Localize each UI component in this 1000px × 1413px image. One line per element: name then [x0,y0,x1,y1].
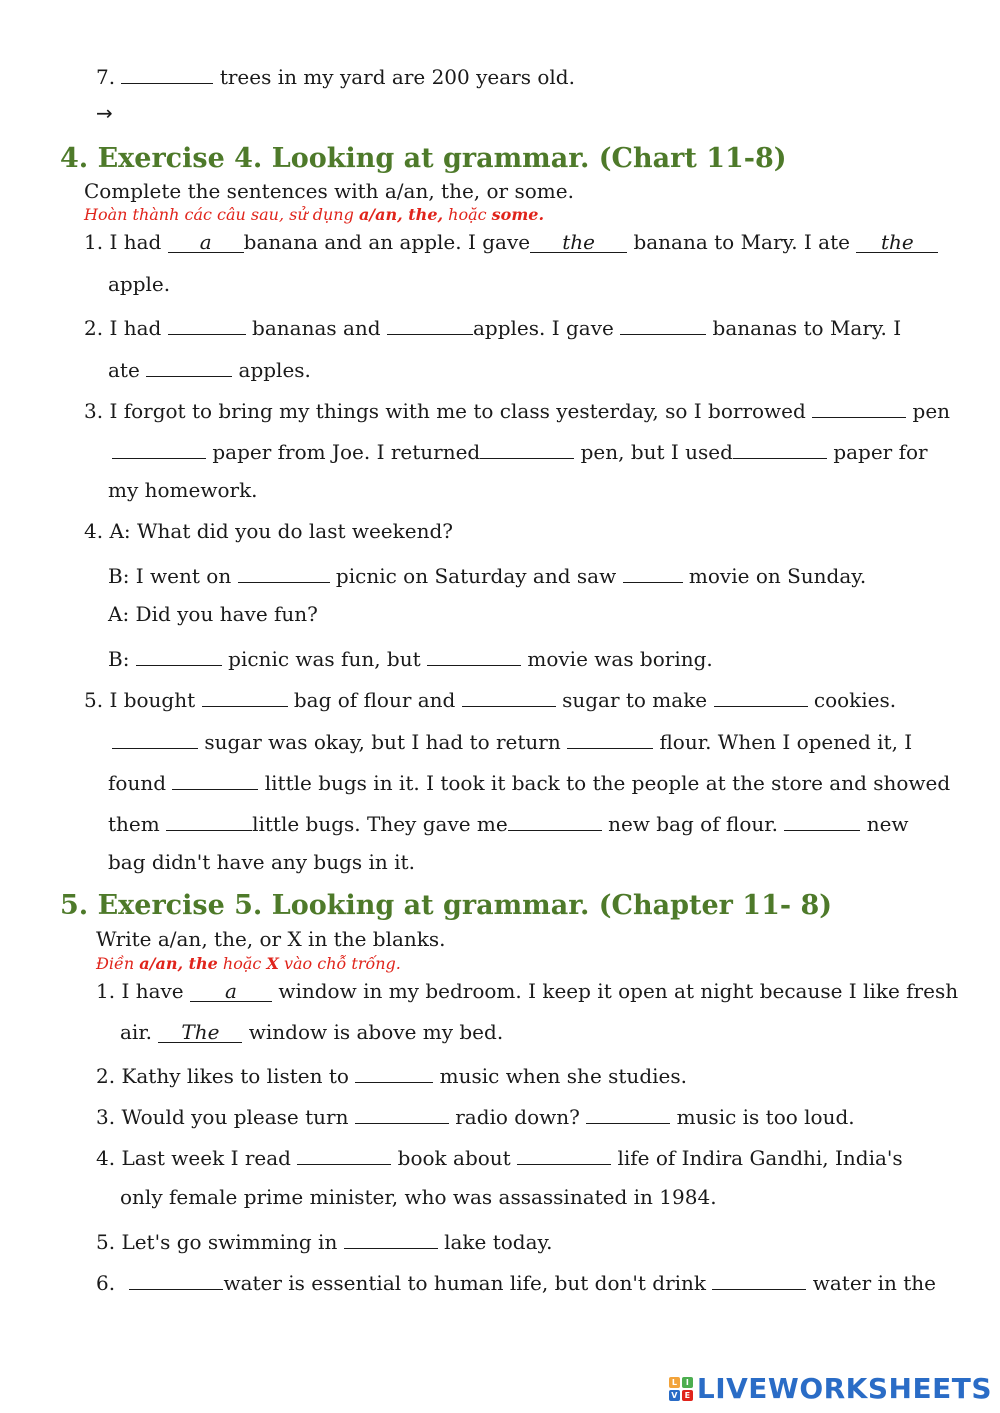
ex4-item-1-line2: apple. [108,272,171,296]
ex5-item-3: 3. Would you please turn radio down? music is too loud. [96,1105,855,1129]
ex5-item-5: 5. Let's go swimming in lake today. [96,1230,553,1254]
blank-input[interactable] [121,64,213,84]
blank-input[interactable] [238,563,330,583]
logo-mark-icon: L I V E [669,1377,693,1401]
ex5-item-6: 6. water is essential to human life, but don't drink water in the [96,1271,936,1295]
exercise-4-title: 4. Exercise 4. Looking at grammar. (Chart 11-8) [60,143,787,174]
blank-input[interactable] [387,315,473,335]
blank-input[interactable] [480,439,574,459]
exercise-5-vn-instruction: Điền a/an, the hoặc X vào chỗ trống. [96,954,401,973]
ex4-item-2-line1: 2. I had bananas and apples. I gave bananas to Mary. I [84,316,902,340]
ex3-item-7: 7. trees in my yard are 200 years old. [96,65,575,89]
ex4-item-4-line3: A: Did you have fun? [108,602,318,626]
blank-input[interactable] [714,687,808,707]
ex4-item-2-line2: ate apples. [108,358,311,382]
blank-input[interactable] [112,439,206,459]
blank-input[interactable] [567,729,653,749]
blank-input[interactable] [112,729,198,749]
blank-input[interactable] [166,811,252,831]
blank-input[interactable] [297,1145,391,1165]
blank-input[interactable] [712,1270,806,1290]
blank-input[interactable] [733,439,827,459]
ex5-item-4-line2: only female prime minister, who was assassinated in 1984. [120,1185,717,1209]
ex4-item-3-line3: my homework. [108,478,258,502]
blank-input[interactable] [427,646,521,666]
exercise-5-title: 5. Exercise 5. Looking at grammar. (Chapter 11- 8) [60,890,833,921]
logo-text: LIVEWORKSHEETS [696,1372,992,1405]
blank-input[interactable] [784,811,860,831]
blank-input[interactable] [355,1104,449,1124]
blank-input[interactable] [168,315,246,335]
blank-input[interactable] [146,357,232,377]
exercise-4-vn-instruction: Hoàn thành các câu sau, sử dụng a/an, the, hoặc some. [84,205,545,224]
blank-input[interactable] [508,811,602,831]
ex4-item-1-line1: 1. I had a banana and an apple. I gave the banana to Mary. I ate the [84,232,938,253]
exercise-5-instruction: Write a/an, the, or X in the blanks. [96,927,446,951]
ex5-item-2: 2. Kathy likes to listen to music when she studies. [96,1064,687,1088]
blank-input[interactable]: The [158,1023,242,1043]
ex5-item-1-line1: 1. I have a window in my bedroom. I keep it open at night because I like fresh [96,979,959,1003]
blank-input[interactable] [462,687,556,707]
blank-input[interactable]: a [168,233,244,253]
blank-input[interactable] [355,1063,433,1083]
exercise-4-instruction: Complete the sentences with a/an, the, or some. [84,179,574,203]
liveworksheets-logo[interactable] [669,1372,992,1405]
blank-input[interactable] [623,563,683,583]
blank-input[interactable] [172,770,258,790]
blank-input[interactable]: the [530,233,627,253]
ex4-item-5-line5: bag didn't have any bugs in it. [108,850,415,874]
ex4-item-4-line1: 4. A: What did you do last weekend? [84,519,454,543]
ex4-item-5-line1: 5. I bought bag of flour and sugar to make cookies. [84,688,897,712]
ex4-item-3-line1: 3. I forgot to bring my things with me to class yesterday, so I borrowed pen [84,399,951,423]
blank-input[interactable] [202,687,288,707]
answer-arrow-icon: → [96,101,113,125]
blank-input[interactable] [129,1270,223,1290]
ex5-item-4-line1: 4. Last week I read book about life of Indira Gandhi, India's [96,1146,903,1170]
blank-input[interactable]: a [190,982,272,1002]
blank-input[interactable] [517,1145,611,1165]
ex4-item-4-line4: B: picnic was fun, but movie was boring. [108,647,713,671]
blank-input[interactable] [812,398,906,418]
blank-input[interactable] [136,646,222,666]
ex4-item-5-line2: sugar was okay, but I had to return flour. When I opened it, I [112,729,912,752]
blank-input[interactable] [620,315,706,335]
ex4-item-4-line2: B: I went on picnic on Saturday and saw movie on Sunday. [108,564,867,588]
blank-input[interactable] [586,1104,670,1124]
blank-input[interactable]: the [856,233,938,253]
blank-input[interactable] [344,1229,438,1249]
ex4-item-5-line4: them little bugs. They gave me new bag of flour. new [108,812,909,836]
ex4-item-5-line3: found little bugs in it. I took it back to the people at the store and showed [108,771,951,795]
ex4-item-3-line2: paper from Joe. I returned pen, but I used paper for [112,439,928,462]
ex5-item-1-line2: air. The window is above my bed. [120,1020,504,1044]
